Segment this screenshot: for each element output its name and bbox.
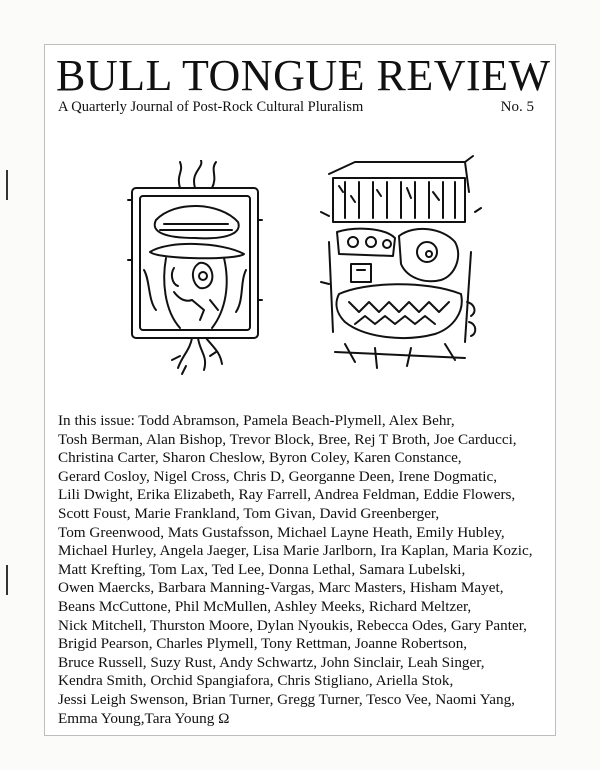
framed-face-illustration (120, 160, 270, 380)
contributors-line: Nick Mitchell, Thurston Moore, Dylan Nyoukis, Rebecca Odes, Gary Panter, (58, 616, 527, 634)
contributors-line: In this issue: Todd Abramson, Pamela Beach-Plymell, Alex Behr, (58, 412, 455, 429)
binding-staple-mark (6, 170, 8, 200)
contributors-line: Beans McCuttone, Phil McMullen, Ashley Meeks, Richard Meltzer, (58, 597, 472, 615)
contributors-line: Scott Foust, Marie Frankland, Tom Givan, David Greenberger, (58, 504, 440, 522)
issue-number: No. 5 (500, 99, 534, 115)
contributors-line: Emma Young,Tara Young Ω (58, 709, 230, 727)
contributors-line: Gerard Cosloy, Nigel Cross, Chris D, Georganne Deen, Irene Dogmatic, (58, 467, 498, 485)
subtitle: A Quarterly Journal of Post-Rock Cultural Pluralism (58, 99, 364, 115)
binding-staple-mark (6, 565, 8, 595)
abstract-face-illustration (315, 152, 485, 382)
contributors-line: Jessi Leigh Swenson, Brian Turner, Gregg Turner, Tesco Vee, Naomi Yang, (58, 690, 515, 708)
contributors-line: Bruce Russell, Suzy Rust, Andy Schwartz, John Sinclair, Leah Singer, (58, 653, 485, 671)
contributors-list (58, 412, 548, 728)
page-title: BULL TONGUE REVIEW (56, 51, 551, 100)
contributors-line: Michael Hurley, Angela Jaeger, Lisa Marie Jarlborn, Ira Kaplan, Maria Kozic, (58, 542, 533, 560)
contributors-line: Matt Krefting, Tom Lax, Ted Lee, Donna Lethal, Samara Lubelski, (58, 560, 466, 578)
contributors-line: Brigid Pearson, Charles Plymell, Tony Rettman, Joanne Robertson, (58, 635, 468, 653)
contributors-line: Christina Carter, Sharon Cheslow, Byron Coley, Karen Constance, (58, 449, 462, 467)
contributors-line: Tom Greenwood, Mats Gustafsson, Michael Layne Heath, Emily Hubley, (58, 523, 505, 541)
contributors-line: Tosh Berman, Alan Bishop, Trevor Block, Bree, Rej T Broth, Joe Carducci, (58, 430, 517, 448)
contributors-line: Kendra Smith, Orchid Spangiafora, Chris Stigliano, Ariella Stok, (58, 672, 454, 690)
contributors-line: Lili Dwight, Erika Elizabeth, Ray Farrell, Andrea Feldman, Eddie Flowers, (58, 486, 516, 504)
contributors-line: Owen Maercks, Barbara Manning-Vargas, Marc Masters, Hisham Mayet, (58, 579, 504, 597)
